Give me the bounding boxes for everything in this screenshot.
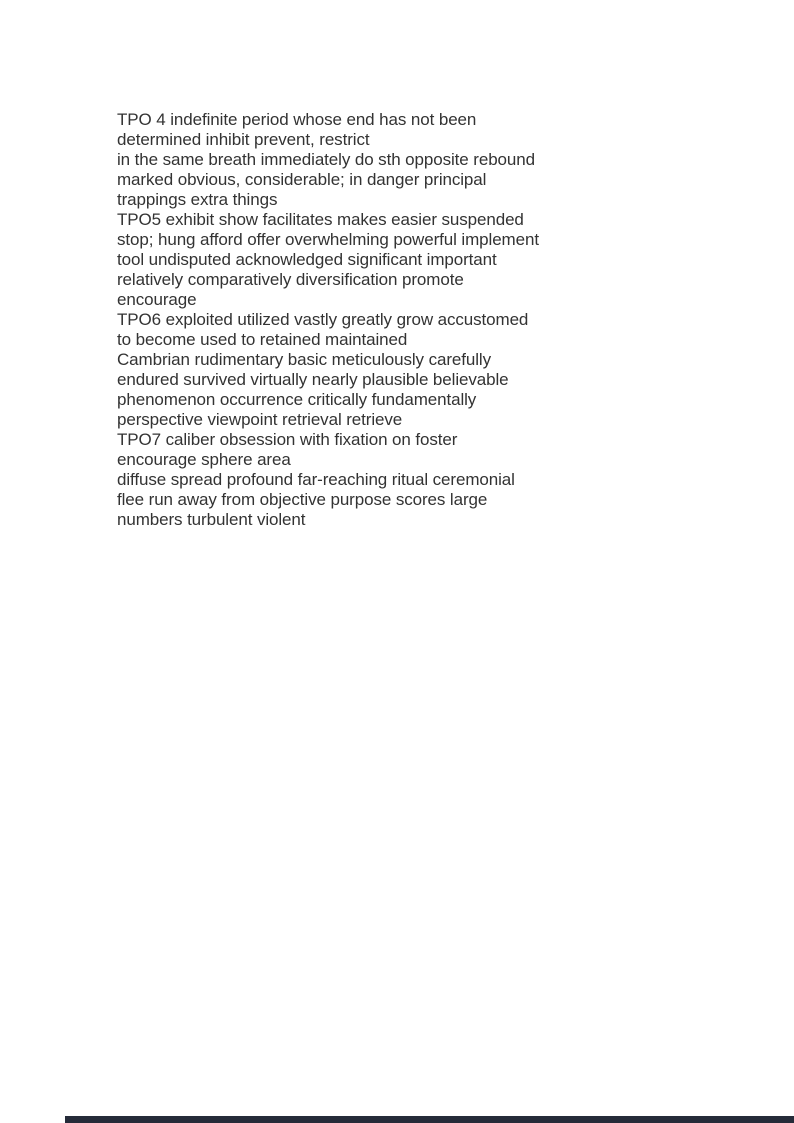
section-tpo7 [117, 430, 764, 530]
vocab-line: encourage [117, 290, 197, 309]
vocab-line: to become used to retained maintained [117, 330, 408, 349]
vocab-line: in the same breath immediately do sth opposite rebound [117, 150, 535, 169]
vocab-line: Cambrian rudimentary basic meticulously carefully [117, 350, 491, 369]
vocab-line: TPO7 caliber obsession with fixation on foster [117, 430, 458, 449]
section-tpo6 [117, 310, 764, 430]
vocab-line: endured survived virtually nearly plausible believable [117, 370, 509, 389]
vocab-line: diffuse spread profound far-reaching ritual ceremonial [117, 470, 515, 489]
vocab-line: TPO 4 indefinite period whose end has not been [117, 110, 477, 129]
vocab-line: TPO5 exhibit show facilitates makes easier suspended [117, 210, 524, 229]
vocab-line: trappings extra things [117, 190, 278, 209]
vocab-line: TPO6 exploited utilized vastly greatly grow accustomed [117, 310, 529, 329]
vocab-line: determined inhibit prevent, restrict [117, 130, 370, 149]
vocab-line: relatively comparatively diversification promote [117, 270, 464, 289]
vocab-line: perspective viewpoint retrieval retrieve [117, 410, 403, 429]
vocab-line: numbers turbulent violent [117, 510, 306, 529]
section-tpo5 [117, 210, 764, 310]
vocab-line: phenomenon occurrence critically fundamentally [117, 390, 477, 409]
vocab-line: marked obvious, considerable; in danger principal [117, 170, 487, 189]
bottom-dark-bar [65, 1116, 794, 1123]
section-tpo4 [117, 110, 764, 210]
document-content [0, 0, 794, 530]
vocab-line: stop; hung afford offer overwhelming powerful implement [117, 230, 539, 249]
vocab-line: tool undisputed acknowledged significant important [117, 250, 497, 269]
vocab-line: flee run away from objective purpose scores large [117, 490, 488, 509]
vocab-line: encourage sphere area [117, 450, 291, 469]
